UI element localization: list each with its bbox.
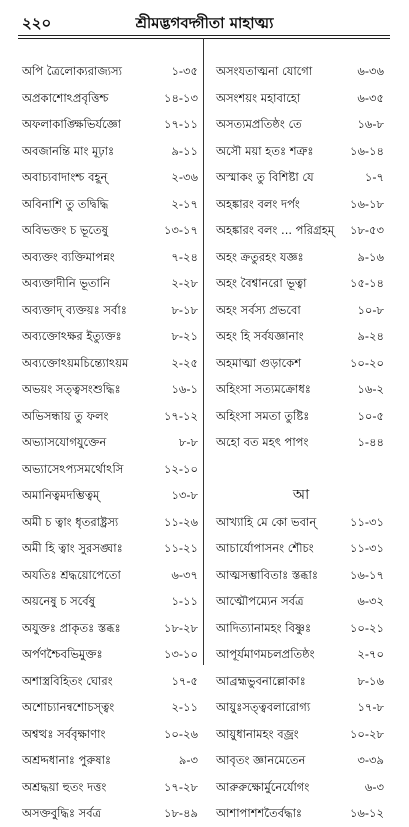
verse-first-line: আত্মৌপম্যেন সর্বত্র — [216, 594, 304, 608]
verse-first-line: আশাপাশশতৈর্বদ্ধাঃ — [216, 806, 303, 820]
index-entry — [212, 588, 390, 615]
page-header — [0, 0, 409, 40]
index-entry — [212, 774, 390, 801]
chapter-verse-ref: ৬-৩৫ — [357, 90, 384, 105]
chapter-verse-ref: ৯-২৪ — [357, 329, 384, 343]
index-entry — [212, 138, 390, 165]
index-entry — [212, 694, 390, 721]
index-entry — [18, 111, 204, 138]
verse-first-line: অশ্রদ্দধানাঃ পুরুষাঃ — [22, 753, 112, 767]
chapter-verse-ref: ১৬-৮ — [357, 117, 384, 131]
page-title: শ্রীমদ্ভগবদ্গীতা মাহাত্ম্য — [135, 14, 274, 32]
page-number: ২২০ — [22, 14, 52, 32]
index-entry — [18, 191, 204, 218]
chapter-verse-ref: ৮-২১ — [171, 329, 198, 343]
index-entry — [18, 588, 204, 615]
verse-first-line: অহিংসা সমতা তুষ্টিঃ — [216, 408, 310, 423]
index-entry — [18, 297, 204, 324]
chapter-verse-ref: ১-৭ — [364, 170, 384, 184]
chapter-verse-ref: ১৮-২৮ — [163, 620, 198, 635]
chapter-verse-ref: ১১-২৬ — [163, 514, 198, 529]
chapter-verse-ref: ১-১১ — [171, 594, 198, 608]
index-entry — [18, 562, 204, 589]
verse-first-line: অসক্তবুদ্ধিঃ সর্বত্র — [22, 806, 102, 820]
verse-first-line: আপূর্যমাণমচলপ্রতিষ্ঠং — [216, 647, 315, 661]
chapter-verse-ref: ১-৪৪ — [357, 435, 384, 449]
index-entry — [18, 535, 204, 562]
chapter-verse-ref: ১১-৩১ — [349, 541, 384, 555]
chapter-verse-ref: ২-১৭ — [171, 196, 198, 211]
chapter-verse-ref: ৯-৩ — [178, 753, 198, 767]
index-entry — [212, 85, 390, 112]
verse-first-line: অব্যক্তং ব্যক্তিমাপন্নং — [22, 249, 115, 264]
verse-first-line: অভ্যাসযোগযুক্তেন — [22, 435, 107, 449]
chapter-verse-ref: ১৬-১৮ — [349, 196, 384, 211]
index-entry — [212, 350, 390, 377]
verse-first-line: আয়ুধানামহং বজ্রং — [216, 726, 299, 741]
chapter-verse-ref: ১৮-৫৩ — [349, 223, 384, 237]
chapter-verse-ref: ১২-১০ — [163, 461, 198, 476]
index-entry — [18, 244, 204, 271]
index-entry — [212, 403, 390, 430]
index-entry — [212, 58, 390, 85]
chapter-verse-ref: ২-৭০ — [357, 647, 384, 661]
verse-first-line: অহঙ্কারং বলং দর্পং — [216, 196, 300, 211]
index-entry — [18, 800, 204, 827]
chapter-verse-ref: ১৭-১১ — [163, 117, 198, 131]
chapter-verse-ref: ১০-২৬ — [163, 726, 198, 741]
chapter-verse-ref: ১৪-১৩ — [163, 90, 198, 105]
index-entry — [18, 747, 204, 774]
index-entry — [212, 376, 390, 403]
verse-first-line: অহো বত মহৎ পাপং — [216, 435, 309, 449]
verse-first-line: অব্যক্তাদীনি ভূতানি — [22, 276, 111, 290]
verse-first-line: আরুরুক্ষোর্মুনের্যোগং — [216, 779, 310, 794]
verse-first-line: অমী হি ত্বাং সুরসঙ্ঘাঃ — [22, 541, 123, 555]
index-entry — [18, 694, 204, 721]
index-entry — [212, 615, 390, 642]
index-entry — [18, 509, 204, 536]
verse-first-line: অসংশয়ং মহাবাহো — [216, 90, 301, 105]
verse-first-line: অবাচ্যবাদাংশ্চ বহূন্ — [22, 170, 108, 184]
chapter-verse-ref: ১০-২১ — [349, 620, 384, 635]
chapter-verse-ref: ১৮-৪৯ — [164, 806, 198, 820]
chapter-verse-ref: ১০-৮ — [357, 302, 384, 317]
chapter-verse-ref: ১৩-১০ — [163, 647, 198, 661]
verse-first-line: অসৌ ময়া হতঃ শত্রুঃ — [216, 143, 314, 158]
verse-first-line: অস্মাকং তু বিশিষ্টা যে — [216, 170, 314, 184]
verse-first-line: অভিসন্ধায় তু ফলং — [22, 408, 109, 423]
index-entry — [212, 217, 390, 244]
chapter-verse-ref: ১৬-১ — [171, 382, 198, 396]
index-entry — [18, 721, 204, 748]
index-entry — [212, 641, 390, 668]
verse-first-line: অমী চ ত্বাং ধৃতরাষ্ট্রস্য — [22, 514, 119, 529]
verse-first-line: অবিভক্তং চ ভূতেষু — [22, 223, 109, 237]
index-entry — [18, 615, 204, 642]
chapter-verse-ref: ১৬-১৭ — [349, 567, 384, 582]
index-entry — [18, 350, 204, 377]
verse-first-line: অহিংসা সত্যমক্রোধঃ — [216, 382, 311, 396]
index-entry — [18, 138, 204, 165]
index-entry — [18, 85, 204, 112]
index-entry — [18, 482, 204, 509]
chapter-verse-ref: ৯-১৬ — [357, 249, 384, 264]
chapter-verse-ref: ১৭-৫ — [171, 673, 198, 688]
header-rule-double — [18, 38, 390, 39]
verse-first-line: অযুক্তঃ প্রাকৃতঃ স্তব্ধঃ — [22, 620, 121, 635]
verse-first-line: অশ্রদ্ধয়া হুতং দত্তং — [22, 779, 107, 794]
header-rule — [18, 35, 390, 36]
index-entry — [212, 535, 390, 562]
chapter-verse-ref: ১০-৫ — [357, 408, 384, 423]
verse-first-line: অপ্রকাশোঽপ্রবৃত্তিশ্চ — [22, 90, 109, 105]
index-entry — [18, 774, 204, 801]
index-entry — [18, 217, 204, 244]
verse-first-line: অহমাত্মা গুড়াকেশ — [216, 355, 302, 370]
chapter-verse-ref: ১৬-২ — [357, 382, 384, 396]
chapter-verse-ref: ২-৩৬ — [171, 170, 198, 184]
verse-first-line: আদিত্যানামহং বিষ্ণুঃ — [216, 620, 312, 635]
verse-first-line: অসত্যমপ্রতিষ্ঠং তে — [216, 117, 302, 131]
verse-first-line: আবৃতং জ্ঞানমেতেন — [216, 753, 306, 767]
chapter-verse-ref: ১৬-১২ — [349, 806, 384, 820]
index-entry — [212, 191, 390, 218]
chapter-verse-ref: ৮-১৮ — [171, 302, 198, 317]
chapter-verse-ref: ১১-৩১ — [349, 514, 384, 529]
verse-first-line: অর্পণশ্চৈবভিমুক্তঃ — [22, 647, 103, 661]
chapter-verse-ref: ১৭-১২ — [163, 408, 198, 423]
chapter-verse-ref: ১৭-২৮ — [163, 779, 198, 794]
verse-first-line: অভ্যাসেঽপ্যসমর্থোঽসি — [22, 461, 124, 476]
index-entry — [212, 164, 390, 191]
chapter-verse-ref: ১৩-১৭ — [163, 223, 198, 237]
verse-first-line: অশাস্ত্রবিহিতং ঘোরং — [22, 673, 113, 688]
verse-first-line: আব্রহ্মভুবনাল্লোকাঃ — [216, 673, 306, 688]
verse-first-line: অহং ক্রতুরহং যজ্ঞঃ — [216, 249, 304, 264]
chapter-verse-ref: ৬-৩৬ — [357, 64, 384, 78]
verse-first-line: অশোচ্যানন্বশোচস্ত্বং — [22, 700, 115, 714]
index-entry — [212, 244, 390, 271]
index-entry — [212, 800, 390, 827]
chapter-verse-ref: ২-১১ — [171, 700, 198, 714]
index-entry — [18, 668, 204, 695]
index-entry — [212, 323, 390, 350]
verse-first-line: অহঙ্কারং বলং ... পরিগ্রহম্ — [216, 223, 335, 237]
verse-first-line: অমানিত্বমদম্ভিত্বম্ — [22, 488, 100, 502]
verse-first-line: আয়ুঃসত্ত্ববলারোগ্য — [216, 700, 311, 714]
verse-first-line: অশ্বত্থঃ সর্ববৃক্ষাণাং — [22, 726, 106, 741]
verse-first-line: আখ্যাহি মে কো ভবান্ — [216, 514, 317, 529]
chapter-verse-ref: ৭-২৪ — [171, 249, 198, 264]
verse-first-line: অবজানন্তি মাং মূঢ়াঃ — [22, 143, 115, 158]
chapter-verse-ref: ১০-২০ — [349, 355, 384, 370]
chapter-verse-ref: ১-৩৫ — [171, 64, 198, 78]
index-entry — [212, 297, 390, 324]
verse-first-line: অহং সর্বস্য প্রভবো — [216, 302, 301, 317]
index-entry — [18, 164, 204, 191]
index-entry — [18, 323, 204, 350]
chapter-verse-ref: ৬-৩৭ — [171, 567, 198, 582]
chapter-verse-ref: ৮-৮ — [178, 435, 198, 449]
verse-first-line: অব্যক্তাদ্ ব্যক্তয়ঃ সর্বাঃ — [22, 302, 127, 317]
verse-first-line: অযতিঃ শ্রদ্ধয়োপেতো — [22, 567, 121, 582]
chapter-verse-ref: ১৬-১৪ — [349, 143, 384, 158]
index-entry — [18, 641, 204, 668]
chapter-verse-ref: ১৭-৮ — [357, 700, 384, 714]
chapter-verse-ref: ৯-১১ — [171, 143, 198, 158]
verse-first-line: অবিনাশি তু তদ্বিদ্ধি — [22, 196, 109, 211]
section-heading: আ — [292, 487, 310, 503]
chapter-verse-ref: ১৩-৮ — [171, 488, 198, 502]
chapter-verse-ref: ১০-২৮ — [349, 726, 384, 741]
chapter-verse-ref: ২-২৫ — [171, 355, 198, 370]
chapter-verse-ref: ৩-৩৯ — [357, 753, 384, 767]
index-entry — [212, 562, 390, 589]
verse-first-line: অপি ত্রৈলোক্যরাজ্যস্য — [22, 64, 122, 78]
index-entry — [212, 111, 390, 138]
verse-first-line: অব্যক্তোঽয়মচিন্ত্যোঽয়ম — [22, 355, 129, 370]
chapter-verse-ref: ৬-৩ — [364, 779, 384, 794]
index-entry — [18, 270, 204, 297]
index-entry — [212, 747, 390, 774]
verse-first-line: অয়নেষু চ সর্বেষু — [22, 594, 96, 608]
index-column-left — [18, 58, 204, 827]
verse-first-line: অফলাকাঙ্ক্ষিভির্যজ্ঞো — [22, 117, 122, 131]
verse-first-line: অভয়ং সত্ত্বসংশুদ্ধিঃ — [22, 382, 121, 396]
chapter-verse-ref: ১১-২১ — [163, 541, 198, 555]
index-entry — [212, 668, 390, 695]
index-entry — [212, 456, 390, 483]
chapter-verse-ref: ২-২৮ — [171, 276, 198, 290]
verse-first-line: অহং বৈশ্বানরো ভূত্বা — [216, 276, 307, 290]
verse-first-line: অহং হি সর্বযজ্ঞানাং — [216, 329, 304, 343]
verse-first-line: অসংযতাত্মনা যোগো — [216, 64, 313, 78]
index-entry — [212, 429, 390, 456]
index-entry — [18, 376, 204, 403]
index-entry — [212, 509, 390, 536]
chapter-verse-ref: ৬-৩২ — [357, 594, 384, 608]
verse-first-line: আত্মসম্ভাবিতাঃ স্তব্ধাঃ — [216, 567, 318, 582]
index-entry — [212, 270, 390, 297]
index-entry — [212, 721, 390, 748]
verse-first-line: অব্যক্তোঽক্ষর ইত্যুক্তঃ — [22, 329, 122, 343]
index-entry — [18, 429, 204, 456]
index-entry — [18, 403, 204, 430]
index-column-right — [212, 58, 390, 827]
chapter-verse-ref: ৮-১৬ — [357, 673, 384, 688]
chapter-verse-ref: ১৫-১৪ — [350, 276, 384, 290]
index-entry — [18, 456, 204, 483]
verse-first-line: আচার্যোপাসনং শৌচং — [216, 541, 314, 555]
index-entry — [18, 58, 204, 85]
